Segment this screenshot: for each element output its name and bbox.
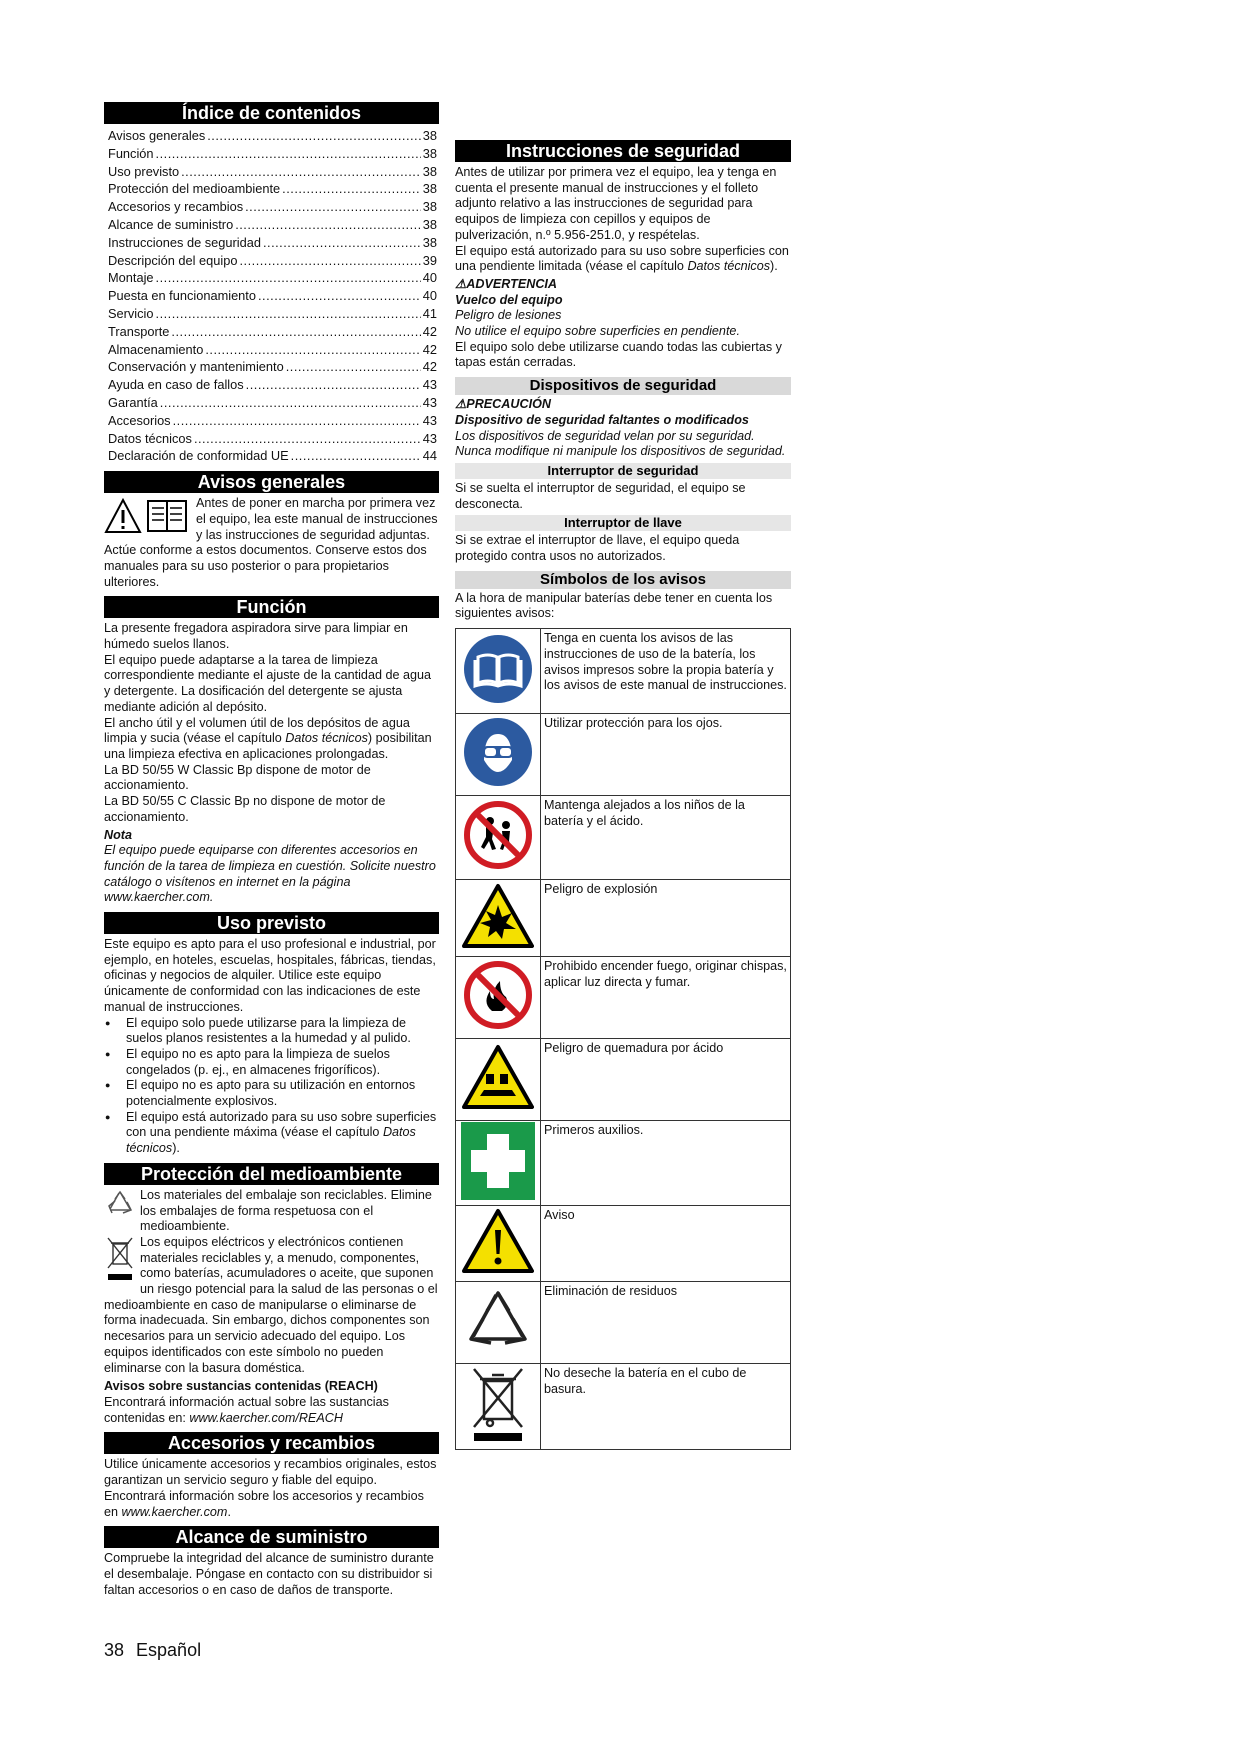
list-item: ● El equipo está autorizado para su uso sobre superficies con una pendiente máxima (véase el capítulo Datos técnicos). (104, 1110, 439, 1157)
dispositivos-heading: Dispositivos de seguridad (455, 377, 791, 395)
llave-text: Si se extrae el interruptor de llave, el equipo queda protegido contra usos no autorizados. (455, 533, 740, 564)
toc-entry[interactable] (104, 180, 439, 198)
toc-entry[interactable] (104, 358, 439, 376)
toc-leader-dots (160, 394, 421, 412)
toc-entry-label: Accesorios y recambios (108, 199, 244, 215)
toc-entry-page: 43 (422, 377, 437, 393)
crossed-bin-icon (106, 1236, 134, 1289)
symbol-text: Mantenga alejados a los niños de la batería y el ácido. (541, 796, 791, 880)
toc-leader-dots (282, 180, 421, 198)
toc-leader-dots (205, 341, 420, 359)
warning-manual-icon (104, 497, 190, 540)
toc-entry[interactable] (104, 341, 439, 359)
toc-entry[interactable] (104, 305, 439, 323)
toc-entry-page: 43 (422, 412, 437, 428)
uso-heading: Uso previsto (104, 912, 439, 934)
manual-book-icon (462, 694, 534, 708)
toc-entry-page: 38 (422, 181, 437, 197)
symbol-text: Eliminación de residuos (541, 1282, 791, 1364)
toc-entry[interactable] (104, 287, 439, 305)
toc-entry[interactable] (104, 216, 439, 234)
medio-p1: Los materiales del embalaje son reciclables. Elimine los embalajes de forma respetuosa con el medioambiente. (140, 1187, 432, 1234)
symbol-text: Utilizar protección para los ojos. (541, 714, 791, 796)
symbol-text: Primeros auxilios. (541, 1121, 791, 1206)
toc-entry-label: Uso previsto (108, 163, 180, 179)
recycling-icon (106, 1189, 134, 1224)
explosion-danger-icon (462, 938, 534, 952)
toc-entry-label: Servicio (108, 305, 154, 321)
alcance-heading: Alcance de suministro (104, 1526, 439, 1548)
page-footer (104, 1640, 213, 1661)
table-row (456, 796, 791, 880)
llave-heading: Interruptor de llave (455, 515, 791, 531)
eye-protection-icon (462, 777, 534, 791)
table-row (456, 714, 791, 796)
table-row (456, 1282, 791, 1364)
toc-leader-dots (156, 145, 421, 163)
medio-packaging (104, 1188, 439, 1235)
medio-heading: Protección del medioambiente (104, 1163, 439, 1185)
simbolos-intro: A la hora de manipular baterías debe tener en cuenta los siguientes avisos: (455, 590, 773, 621)
accesorios-text: Utilice únicamente accesorios y recambios originales, estos garantizan un servicio seguro y fiable del equipo. Encontrará información sobre los accesorios y recambios en www.kaercher.com. (104, 1457, 437, 1519)
toc-entry[interactable] (104, 127, 439, 145)
seguridad-heading: Instrucciones de seguridad (455, 140, 791, 162)
list-item: ● El equipo solo puede utilizarse para la limpieza de suelos planos resistentes a la humedad y al pulido. (104, 1016, 439, 1047)
toc-entry-label: Conservación y mantenimiento (108, 359, 284, 375)
toc-entry-page: 42 (422, 323, 437, 339)
kaercher-link[interactable]: www.kaercher.com (121, 1504, 228, 1519)
symbol-text: Peligro de explosión (541, 880, 791, 957)
toc-entry[interactable] (104, 323, 439, 341)
toc-leader-dots (286, 358, 421, 376)
toc-entry-page: 38 (422, 145, 437, 161)
seguridad-p1: Antes de utilizar por primera vez el equipo, lea y tenga en cuenta el presente manual de instrucciones y el folleto adjunto relativo a las instrucciones de seguridad para equipos de limpieza con cepillos y equipos de pulverización, n.º 5.956-251.0, y respételas. (455, 165, 777, 242)
caution-text: Los dispositivos de seguridad velan por su seguridad. Nunca modifique ni manipule los dispositivos de seguridad. (455, 428, 786, 459)
toc-entry-page: 43 (422, 430, 437, 446)
toc-entry-label: Puesta en funcionamiento (108, 288, 256, 304)
datos-tecnicos-ref: Datos técnicos (285, 731, 368, 746)
avisos-heading: Avisos generales (104, 471, 439, 493)
toc-entry-label: Montaje (108, 270, 154, 286)
toc-leader-dots (171, 323, 420, 341)
alcance-continued-spacer (455, 102, 791, 140)
simbolos-heading: Símbolos de los avisos (455, 571, 791, 589)
toc-leader-dots (246, 376, 421, 394)
symbol-text: Tenga en cuenta los avisos de las instrucciones de uso de la batería, los avisos impresos sobre la propia batería y los avisos de este manual de instrucciones. (541, 629, 791, 714)
toc-entry[interactable] (104, 234, 439, 252)
avisos-text: Antes de poner en marcha por primera vez el equipo, lea este manual de instrucciones y las instrucciones de seguridad adjuntas. Actúe conforme a estos documentos. Conserve estos dos manuales para su uso posterior o para propietarios ulteriores. (104, 496, 438, 589)
symbol-text: Peligro de quemadura por ácido (541, 1039, 791, 1121)
toc-entry-label: Almacenamiento (108, 341, 204, 357)
warning-title: Vuelco del equipo (455, 292, 563, 307)
toc-entry-page: 39 (422, 252, 437, 268)
toc-entry[interactable] (104, 163, 439, 181)
funcion-heading: Función (104, 596, 439, 618)
toc-entry-page: 40 (422, 270, 437, 286)
toc-entry[interactable] (104, 394, 439, 412)
warning-label: ⚠ADVERTENCIA (455, 276, 558, 291)
toc-entry-page: 38 (422, 234, 437, 250)
toc-entry-page: 38 (422, 216, 437, 232)
keep-children-away-icon (462, 860, 534, 874)
table-row (456, 1364, 791, 1450)
funcion-p5: La BD 50/55 C Classic Bp no dispone de motor de accionamiento. (104, 794, 386, 824)
toc-entry-label: Transporte (108, 323, 170, 339)
funcion-p4: La BD 50/55 W Classic Bp dispone de motor de accionamiento. (104, 762, 371, 793)
caution-label: ⚠PRECAUCIÓN (455, 397, 551, 412)
toc-entry-label: Instrucciones de seguridad (108, 234, 261, 250)
table-row (456, 880, 791, 957)
toc-entry-label: Datos técnicos (108, 430, 192, 446)
toc-heading: Índice de contenidos (104, 102, 439, 124)
warning-icon (462, 1263, 534, 1277)
table-row (456, 629, 791, 714)
toc-entry-label: Garantía (108, 394, 158, 410)
uso-intro: Este equipo es apto para el uso profesional e industrial, por ejemplo, en hoteles, escuelas, hospitales, fábricas, tiendas, oficinas y negocios de alquiler. Utilice este equipo únicamente de conformidad con las indicaciones de este manual de instrucciones. (104, 937, 436, 1014)
toc-leader-dots (258, 287, 421, 305)
toc-entry-label: Avisos generales (108, 128, 206, 143)
toc-entry-label: Función (108, 145, 154, 161)
toc-leader-dots (263, 234, 421, 252)
reach-text: Encontrará información actual sobre las sustancias contenidas en: www.kaercher.com/REACH (104, 1395, 389, 1425)
toc-leader-dots (156, 269, 421, 287)
reach-title: Avisos sobre sustancias contenidas (REACH) (104, 1379, 378, 1394)
toc-entry-page: 44 (422, 448, 437, 464)
seguridad-p2: El equipo está autorizado para su uso sobre superficies con una pendiente limitada (véase el capítulo Datos técnicos). (455, 243, 789, 274)
toc-entry-label: Protección del medioambiente (108, 181, 281, 197)
toc-leader-dots (239, 252, 420, 270)
toc-entry-label: Alcance de suministro (108, 216, 234, 232)
first-aid-icon (461, 1189, 535, 1203)
toc-entry-page: 41 (422, 305, 437, 321)
toc-entry[interactable] (104, 447, 439, 465)
warning-line-1: Peligro de lesiones (455, 308, 562, 323)
page-number: 38 (104, 1640, 125, 1660)
toc-leader-dots (156, 305, 421, 323)
toc-leader-dots (291, 447, 421, 465)
table-row (456, 1121, 791, 1206)
toc-entry-label: Ayuda en caso de fallos (108, 377, 244, 393)
alcance-text: Compruebe la integridad del alcance de suministro durante el desembalaje. Póngase en contacto con su distribuidor si faltan accesorios o en caso de daños de transporte. (104, 1551, 434, 1597)
crossed-bin-icon (468, 1432, 528, 1446)
toc-entry-label: Accesorios (108, 412, 171, 428)
toc-entry-page: 38 (422, 163, 437, 179)
toc-entry-label: Descripción del equipo (108, 252, 238, 268)
symbol-text: Prohibido encender fuego, originar chispas, aplicar luz directa y fumar. (541, 957, 791, 1039)
table-row (456, 957, 791, 1039)
toc-leader-dots (173, 412, 421, 430)
caution-title: Dispositivo de seguridad faltantes o modificados (455, 412, 749, 427)
funcion-p1: La presente fregadora aspiradora sirve para limpiar en húmedo suelos llanos. (104, 621, 408, 652)
table-of-contents (104, 127, 439, 465)
reach-link[interactable]: www.kaercher.com/REACH (189, 1410, 343, 1425)
no-fire-icon (462, 1020, 534, 1034)
toc-leader-dots (245, 198, 421, 216)
interruptor-heading: Interruptor de seguridad (455, 463, 791, 479)
toc-entry[interactable] (104, 412, 439, 430)
recycling-icon (465, 1342, 531, 1356)
toc-entry-page: 42 (422, 341, 437, 357)
medio-p2: Los equipos eléctricos y electrónicos contienen materiales reciclables y, a menudo, componentes, como baterías, acumuladores o aceite, que suponen un riesgo potencial para la salud de las personas o el medioambiente en caso de manipularse o eliminarse de forma inadecuada. Sin embargo, dichos componentes son necesarios para un servicio adecuado del equipo. Los equipos identificados con este símbolo no pueden eliminarse con la basura doméstica. (104, 1234, 438, 1375)
toc-entry-page: 38 (422, 199, 437, 215)
toc-leader-dots (235, 216, 421, 234)
symbol-text: No deseche la batería en el cubo de basura. (541, 1364, 791, 1450)
interruptor-text: Si se suelta el interruptor de seguridad, el equipo se desconecta. (455, 480, 746, 511)
symbol-text: Aviso (541, 1206, 791, 1282)
toc-entry[interactable] (104, 269, 439, 287)
nota-text: El equipo puede equiparse con diferentes accesorios en función de la tarea de limpieza en cuestión. Solicite nuestro catálogo o visítenos en internet en la página www.kaercher.com. (104, 843, 436, 905)
list-item: ● El equipo no es apto para la limpieza de suelos congelados (p. ej., en almacenes frigoríficos). (104, 1047, 439, 1078)
right-column (455, 102, 791, 1450)
toc-entry-page: 38 (422, 128, 437, 143)
table-row (456, 1206, 791, 1282)
symbols-table (455, 628, 791, 1450)
funcion-p3: El ancho útil y el volumen útil de los depósitos de agua limpia y sucia (véase el capítulo Datos técnicos) posibilitan una limpieza efectiva en aplicaciones prolongadas. (104, 715, 432, 761)
toc-entry-page: 40 (422, 288, 437, 304)
left-column (104, 102, 439, 1598)
nota-title: Nota (104, 827, 132, 842)
list-item: ● El equipo no es apto para su utilización en entornos potencialmente explosivos. (104, 1078, 439, 1109)
funcion-p2: El equipo puede adaptarse a la tarea de limpieza correspondiente mediante el ajuste de la cantidad de agua y detergente. La dosificación del detergente se ajusta mediante adición al depósito. (104, 652, 431, 714)
footer-language: Español (136, 1640, 202, 1660)
warning-line-3: El equipo solo debe utilizarse cuando todas las cubiertas y tapas están cerradas. (455, 339, 782, 370)
toc-entry[interactable] (104, 376, 439, 394)
toc-entry[interactable] (104, 198, 439, 216)
toc-entry-label: Declaración de conformidad UE (108, 448, 289, 464)
toc-entry[interactable] (104, 430, 439, 448)
uso-bullet-list (104, 1016, 439, 1157)
warning-line-2: No utilice el equipo sobre superficies en pendiente. (455, 324, 740, 339)
toc-leader-dots (194, 430, 421, 448)
toc-entry[interactable] (104, 252, 439, 270)
toc-entry-page: 42 (422, 359, 437, 375)
accesorios-heading: Accesorios y recambios (104, 1432, 439, 1454)
medio-weee (104, 1235, 439, 1376)
toc-entry[interactable] (104, 145, 439, 163)
acid-burn-icon (462, 1099, 534, 1113)
toc-leader-dots (207, 127, 421, 145)
toc-entry-page: 43 (422, 394, 437, 410)
table-row (456, 1039, 791, 1121)
avisos-section (104, 496, 439, 590)
toc-leader-dots (181, 163, 421, 181)
